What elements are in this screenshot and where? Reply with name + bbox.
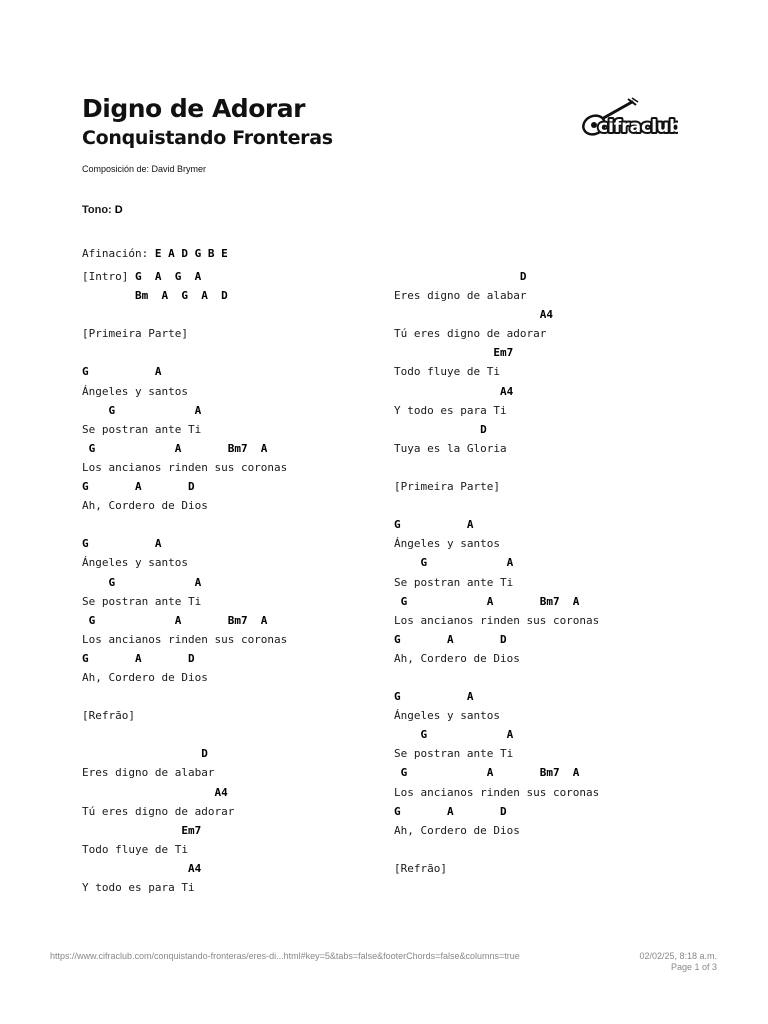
svg-text:cifraclub: cifraclub: [598, 117, 678, 137]
lyric-line: Eres digno de alabar: [82, 766, 215, 780]
tone: [82, 203, 123, 217]
chord-line: G A D: [394, 804, 507, 818]
lyric-line: Se postran ante Ti: [82, 422, 202, 436]
lyric-line: Todo fluye de Ti: [394, 365, 500, 379]
lyric-line: Los ancianos rinden sus coronas: [82, 460, 288, 474]
lyric-line: [Primeira Parte]: [82, 327, 188, 341]
lyric-line: Los ancianos rinden sus coronas: [394, 785, 600, 799]
chord-line: G A: [394, 728, 514, 742]
chord-line: G A: [394, 556, 514, 570]
chord-line: G A Bm7 A: [394, 594, 580, 608]
chord-line: Em7: [394, 346, 514, 360]
lyric-line: Ángeles y santos: [394, 709, 500, 723]
chord-sequence: G A G A: [134, 270, 202, 283]
chord-line: D: [394, 270, 527, 283]
tuning: [82, 246, 228, 261]
artist-name: Conquistando Fronteras: [82, 127, 333, 149]
lyric-line: Todo fluye de Ti: [82, 842, 188, 856]
chord-line: G A Bm7 A: [82, 613, 268, 627]
lyric-line: Ah, Cordero de Dios: [82, 499, 208, 513]
chord-line: G A: [82, 365, 162, 379]
chord-sheet-column-left: [82, 267, 422, 897]
chord-line: G A D: [82, 480, 195, 494]
lyric-line: Se postran ante Ti: [394, 575, 514, 589]
lyric-line: Tuya es la Gloria: [394, 441, 507, 455]
blank-line: [82, 515, 422, 534]
chord-line: G A D: [394, 632, 507, 646]
lyric-line: [Refrão]: [394, 861, 447, 875]
chord-line: G A: [394, 690, 474, 704]
chord-line: G A: [82, 575, 202, 589]
blank-line: [82, 305, 422, 324]
lyric-line: Eres digno de alabar: [394, 289, 527, 303]
blank-line: [394, 458, 734, 477]
chord-line: G A: [82, 537, 162, 551]
lyric-line: Ángeles y santos: [82, 384, 188, 398]
footer-page-number: Page 1 of 3: [670, 962, 717, 972]
chord-line: Bm A G A D: [82, 289, 228, 303]
lyric-line: Se postran ante Ti: [394, 747, 514, 761]
lyric-line: [Primeira Parte]: [394, 480, 500, 494]
lyric-line: Y todo es para Ti: [394, 403, 507, 417]
cifraclub-logo: [578, 96, 678, 140]
lyric-line: Ah, Cordero de Dios: [394, 651, 520, 665]
blank-line: [394, 840, 734, 859]
guitar-icon: [578, 96, 678, 140]
chord-line: G A D: [82, 651, 195, 665]
footer-datetime: 02/02/25, 8:18 a.m.: [639, 951, 717, 961]
tuning-notes: E A D G B E: [154, 247, 228, 260]
lyric-line: Tú eres digno de adorar: [82, 804, 235, 818]
lyric-line: Y todo es para Ti: [82, 881, 195, 894]
composer-credit: Composición de: David Brymer: [82, 164, 207, 174]
blank-line: [394, 668, 734, 687]
chord-sheet-column-right: [394, 267, 734, 878]
tone-key: D: [114, 204, 123, 216]
lyric-line: [Refrão]: [82, 709, 135, 723]
lyric-line: Ah, Cordero de Dios: [82, 670, 208, 684]
lyric-line: Ángeles y santos: [82, 556, 188, 570]
chord-line: A4: [82, 861, 202, 875]
chord-line: G A: [82, 403, 202, 417]
blank-line: [82, 343, 422, 362]
footer-url: https://www.cifraclub.com/conquistando-fronteras/eres-di...html#key=5&tabs=false&footerChords=false&columns=true: [50, 951, 520, 961]
chord-line: G A: [394, 518, 474, 532]
blank-line: [82, 687, 422, 706]
lyric-line: Tú eres digno de adorar: [394, 327, 547, 341]
lyric-line: Los ancianos rinden sus coronas: [82, 632, 288, 646]
chord-line: A4: [82, 785, 228, 799]
chord-line: A4: [394, 384, 514, 398]
section-label: [Intro]: [82, 270, 135, 283]
tuning-label: Afinación:: [82, 247, 155, 260]
lyric-line: Los ancianos rinden sus coronas: [394, 613, 600, 627]
chord-line: D: [82, 747, 208, 761]
chord-line: Em7: [82, 823, 202, 837]
blank-line: [82, 725, 422, 744]
blank-line: [394, 496, 734, 515]
song-title: Digno de Adorar: [82, 94, 305, 123]
lyric-line: Ah, Cordero de Dios: [394, 823, 520, 837]
chord-line: G A Bm7 A: [82, 441, 268, 455]
tone-label: Tono:: [82, 204, 115, 216]
lyric-line: Se postran ante Ti: [82, 594, 202, 608]
section-line: [82, 267, 422, 286]
lyric-line: Ángeles y santos: [394, 537, 500, 551]
chord-line: G A Bm7 A: [394, 766, 580, 780]
chord-line: A4: [394, 308, 553, 322]
chord-line: D: [394, 422, 487, 436]
